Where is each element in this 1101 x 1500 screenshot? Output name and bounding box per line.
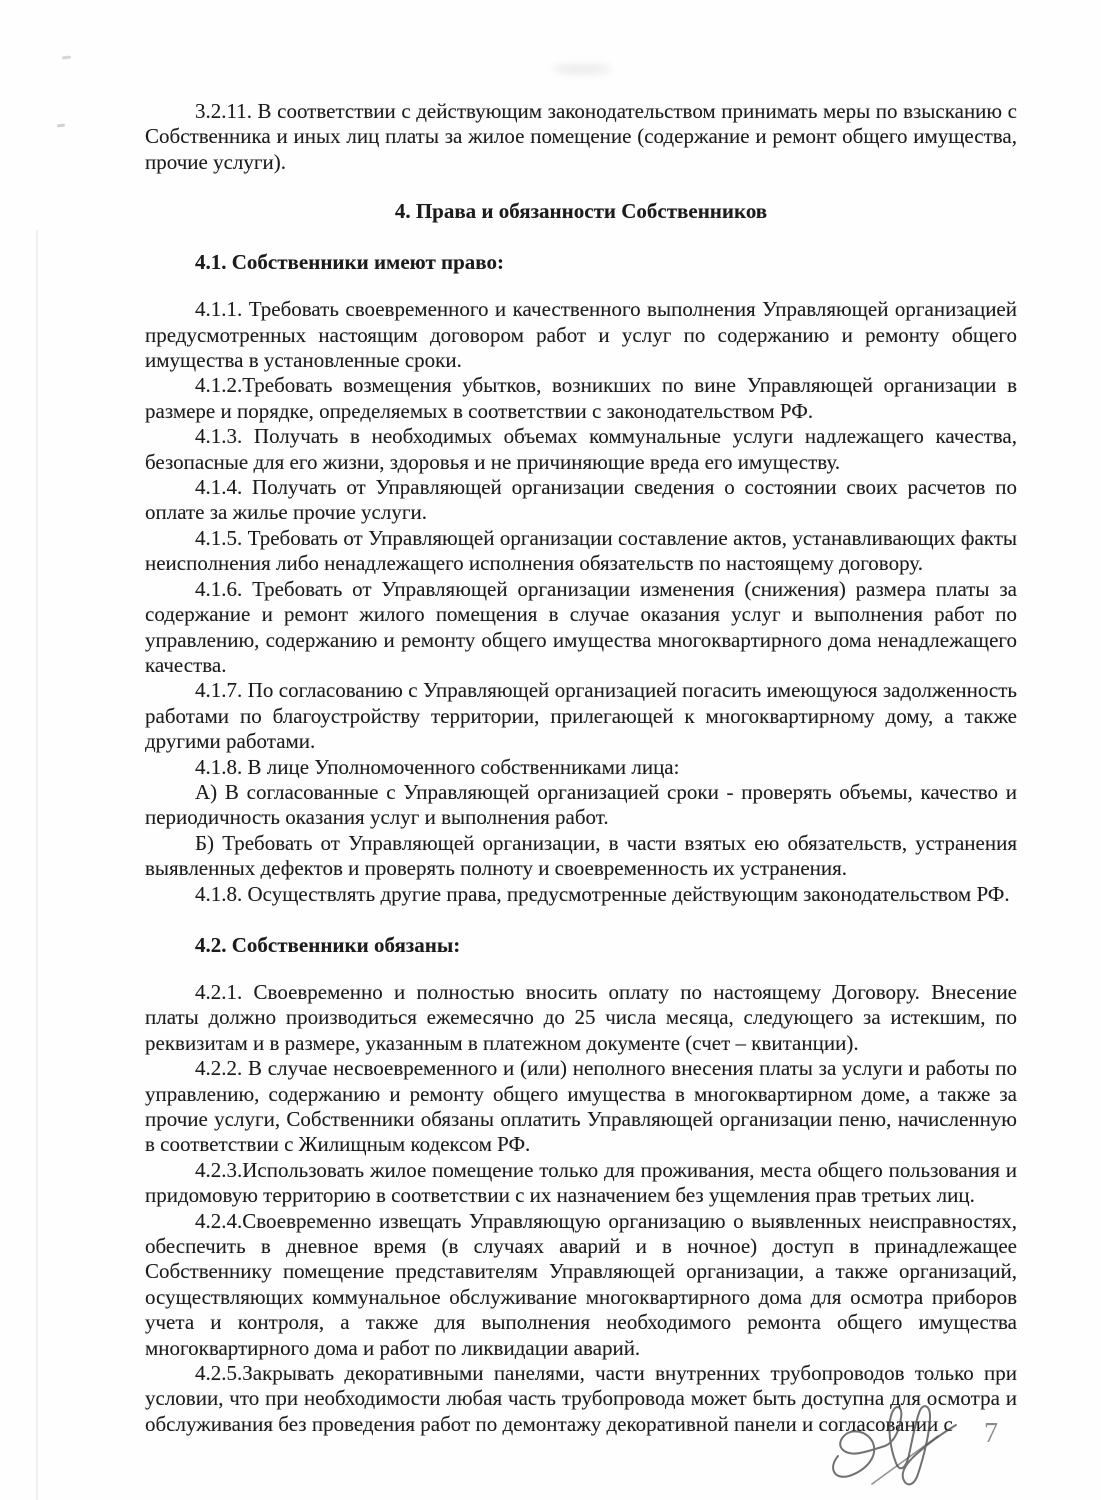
clause-4-1-7: 4.1.7. По согласованию с Управляющей организацией погасить имеющуюся задолженность работами по благоустройству территории, прилегающей к многоквартирному дому, а также другими работами. bbox=[145, 678, 1017, 754]
section-4-heading: 4. Права и обязанности Собственников bbox=[394, 199, 768, 224]
section-4-1-heading: 4.1. Собственники имеют право: bbox=[195, 250, 504, 275]
clause-4-2-2: 4.2.2. В случае несвоевременного и (или) неполного внесения платы за услуги и работы по управлению, содержанию и ремонту общего имущества в многоквартирном доме, а также за прочие услуги, Собственники обязаны оплатить Управляющей организации пеню, начисленную в соответствии с Жилищным кодексом РФ. bbox=[145, 1056, 1017, 1157]
clause-3-2-11: 3.2.11. В соответствии с действующим законодательством принимать меры по взысканию с Собственника и иных лиц платы за жилое помещение (содержание и ремонт общего имущества, прочие услуги). bbox=[145, 99, 1017, 174]
section-4-2-heading: 4.2. Собственники обязаны: bbox=[195, 932, 461, 957]
page-number: 7 bbox=[984, 1418, 998, 1449]
clause-4-1-8-other: 4.1.8. Осуществлять другие права, предусмотренные действующим законодательством РФ. bbox=[195, 881, 1010, 906]
clause-4-2-4: 4.2.4.Своевременно извещать Управляющую организацию о выявленных неисправностях, обеспечить в дневное время (в случаях аварий и в ночное) доступ в принадлежащее Собственнику помещение представителям Управляющей организации, а также организаций, осуществляющих коммунальное обслуживание многоквартирного дома для осмотра приборов учета и контроля, а также для выполнения необходимого ремонта общего имущества многоквартирного дома и работ по ликвидации аварий. bbox=[145, 1208, 1017, 1360]
scan-edge-shadow bbox=[36, 230, 38, 1500]
clause-4-2-5: 4.2.5.Закрывать декоративными панелями, части внутренних трубопроводов только при условии, что при необходимости любая часть трубопровода может быть доступна для осмотра и обслуживания без проведения работ по демонтажу декоративной панели и согласовании с bbox=[145, 1361, 1017, 1436]
scan-artifact-mark bbox=[57, 124, 65, 128]
clause-4-1-8-intro: 4.1.8. В лице Уполномоченного собственниками лица: bbox=[195, 754, 680, 779]
clause-4-1-8-item-b: Б) Требовать от Управляющей организации, в части взятых ею обязательств, устранения выявленных дефектов и проверять полноту и своевременность их устранения. bbox=[145, 830, 1017, 881]
clause-4-2-3: 4.2.3.Использовать жилое помещение только для проживания, места общего пользования и придомовую территорию в соответствии с их назначением без ущемления прав третьих лиц. bbox=[145, 1157, 1017, 1208]
clause-4-1-5: 4.1.5. Требовать от Управляющей организации составление актов, устанавливающих факты неисполнения либо ненадлежащего исполнения обязательств по настоящему договору. bbox=[145, 525, 1017, 576]
clause-4-1-1: 4.1.1. Требовать своевременного и качественного выполнения Управляющей организацией предусмотренных настоящим договором работ и услуг по содержанию и ремонту общего имущества в установленные сроки. bbox=[145, 297, 1017, 373]
clause-4-2-1: 4.2.1. Своевременно и полностью вносить оплату по настоящему Договору. Внесение платы должно производиться ежемесячно до 25 числа месяца, следующего за истекшим, по реквизитам и в размере, указанным в платежном документе (счет – квитанции). bbox=[145, 979, 1017, 1055]
scan-artifact-mark bbox=[62, 55, 71, 59]
section-4-1-clauses bbox=[145, 297, 1017, 907]
clause-4-1-8-item-a: А) В согласованные с Управляющей организацией сроки - проверять объемы, качество и периодичность оказания услуг и выполнения работ. bbox=[145, 779, 1017, 830]
clause-4-1-4: 4.1.4. Получать от Управляющей организации сведения о состоянии своих расчетов по оплате за жилье прочие услуги. bbox=[145, 475, 1017, 525]
clause-4-1-2: 4.1.2.Требовать возмещения убытков, возникших по вине Управляющей организации в размере и порядке, определяемых в соответствии с законодательством РФ. bbox=[145, 373, 1017, 423]
scan-smudge bbox=[552, 64, 612, 74]
section-4-2-clauses bbox=[145, 980, 1017, 1437]
clause-4-1-3: 4.1.3. Получать в необходимых объемах коммунальные услуги надлежащего качества, безопасные для его жизни, здоровья и не причиняющие вреда его имуществу. bbox=[145, 424, 1017, 474]
clause-4-1-6: 4.1.6. Требовать от Управляющей организации изменения (снижения) размера платы за содержание и ремонт жилого помещения в случае оказания услуг и выполнения работ по управлению, содержанию и ремонту общего имущества многоквартирного дома ненадлежащего качества. bbox=[145, 576, 1017, 677]
document-content bbox=[145, 99, 1017, 1437]
